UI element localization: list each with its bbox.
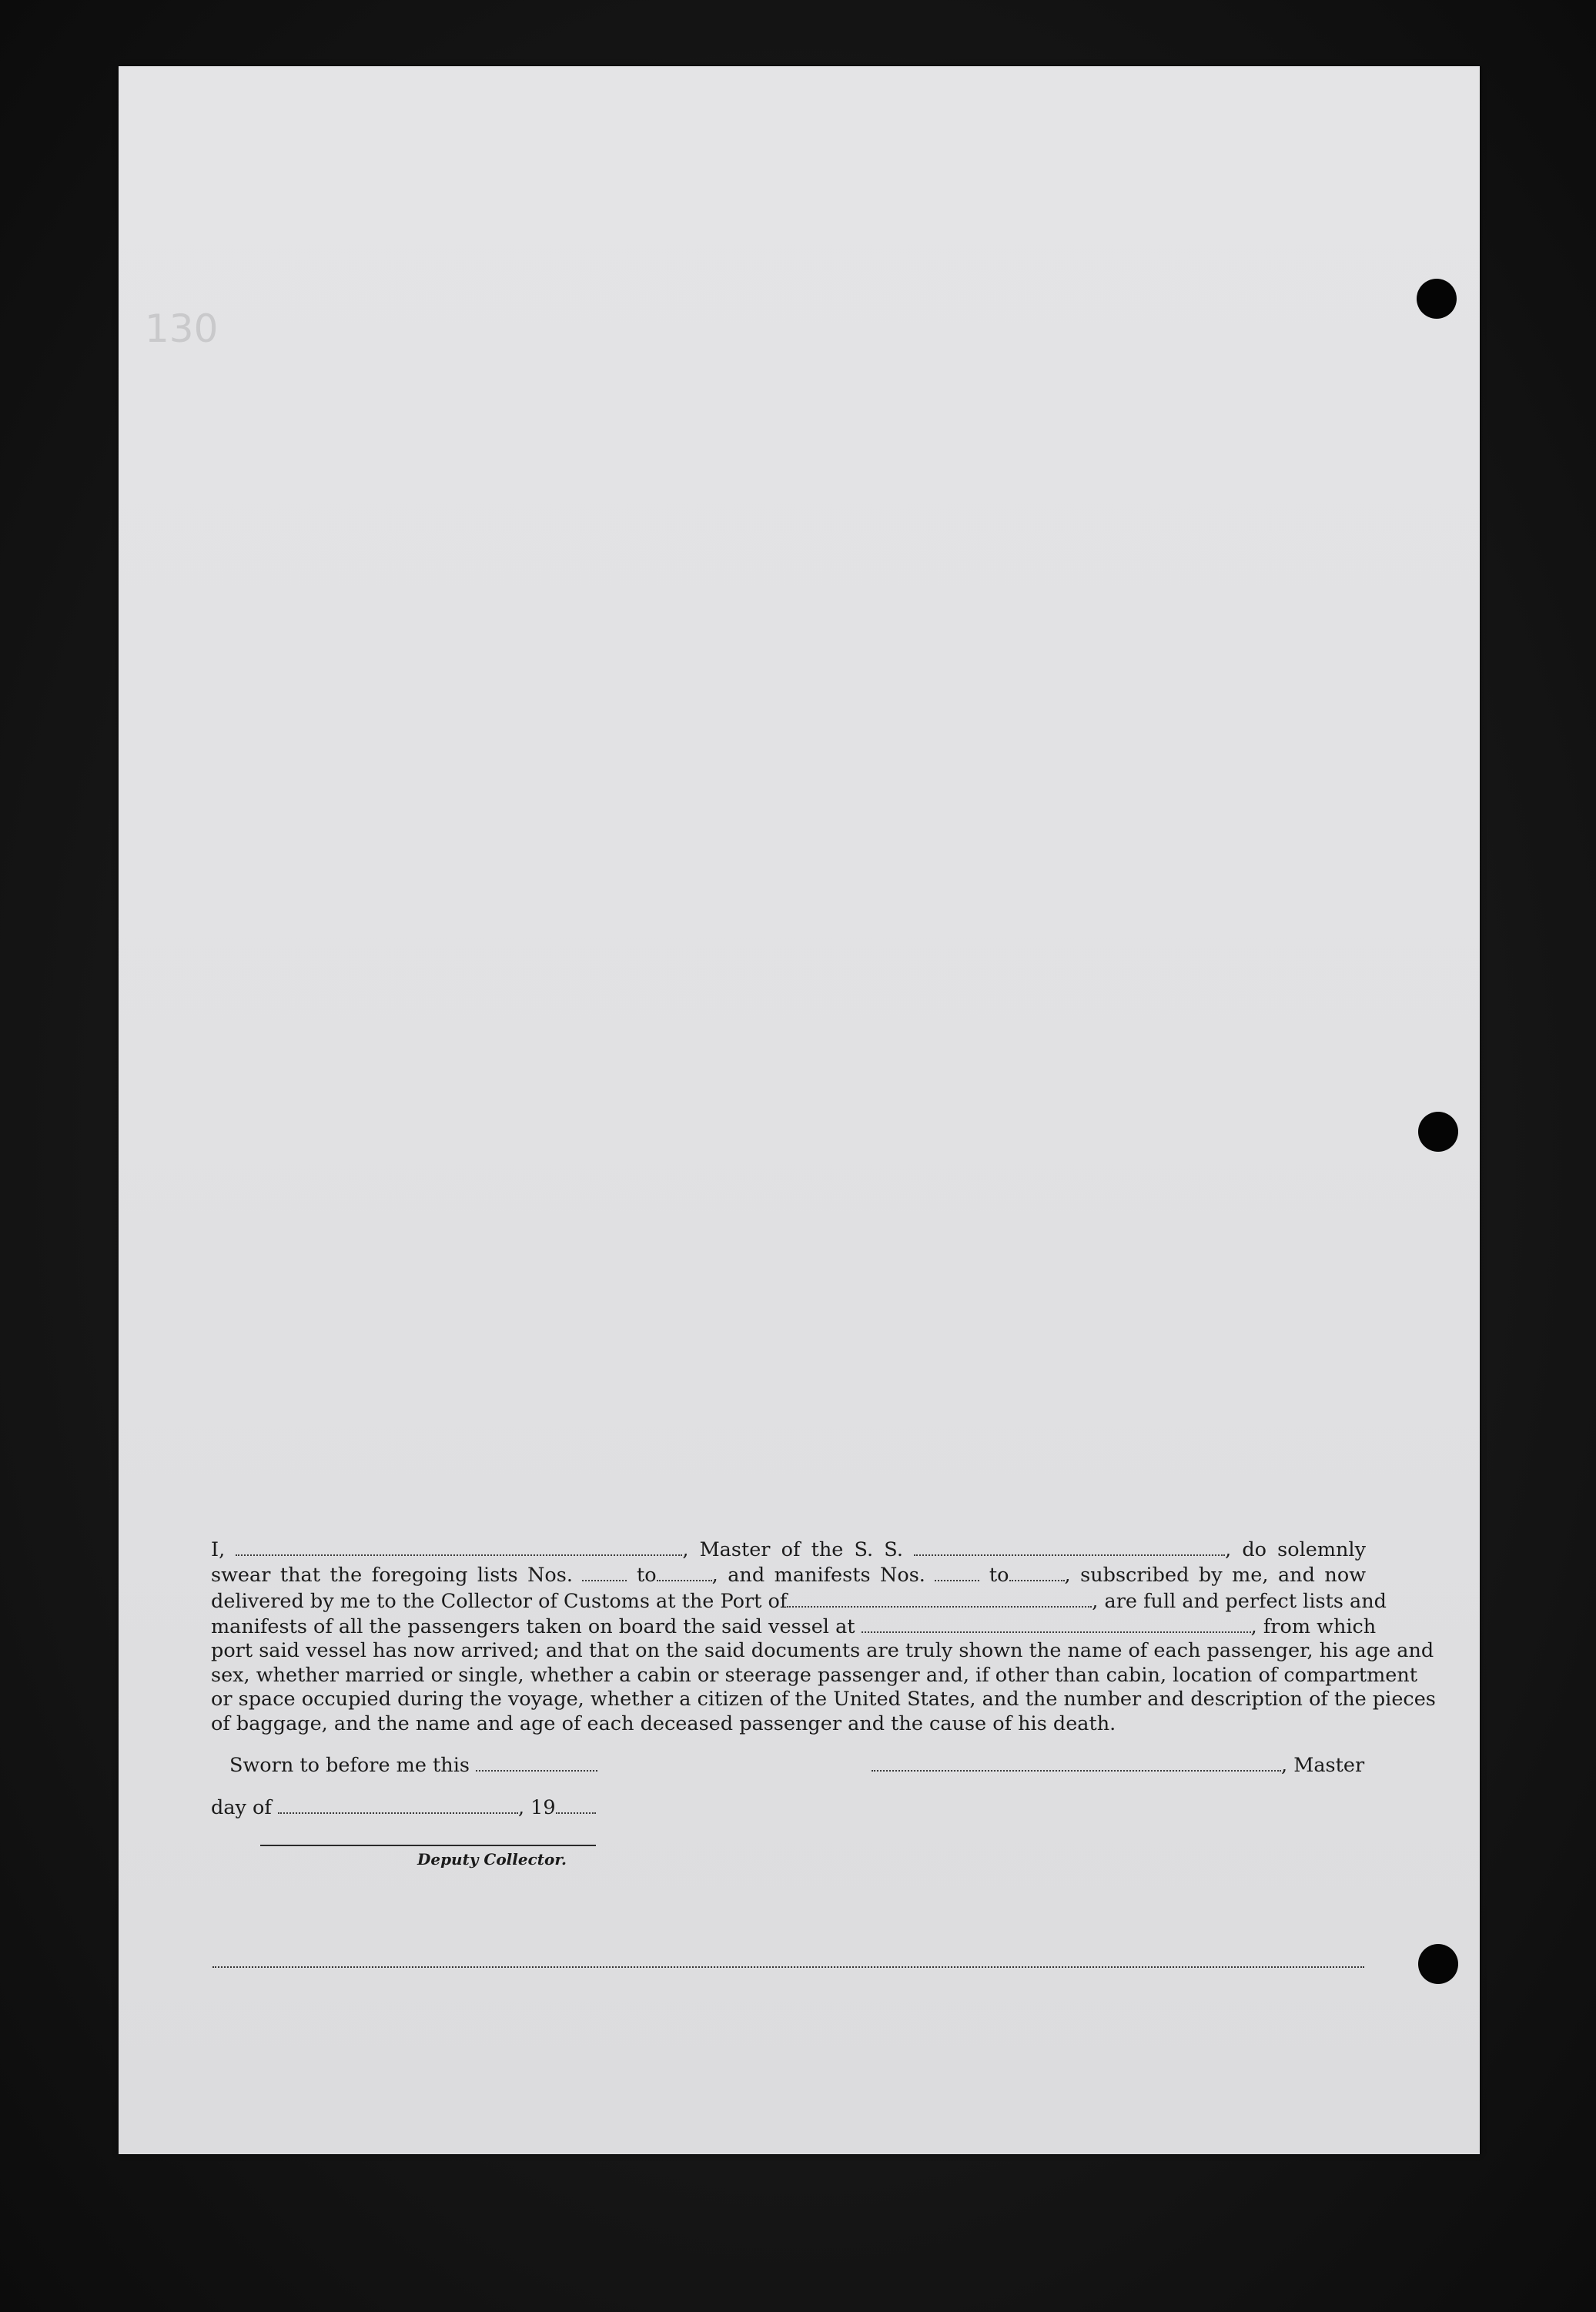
blank-month[interactable] xyxy=(278,1795,518,1814)
master-signature-row xyxy=(872,1752,1364,1777)
oath-line-6: sex, whether married or single, whether a cabin or steerage passenger and, if other than cabin, location of compartment xyxy=(211,1663,1418,1687)
oath-line-2: swear that the foregoing lists Nos. to , and manifests Nos. to , subscribed by me, and now xyxy=(211,1564,1367,1588)
day-of-row xyxy=(211,1795,596,1819)
oath-paragraph xyxy=(211,1537,1436,1736)
oath-line-4: manifests of all the passengers taken on board the said vessel at , from which xyxy=(211,1614,1377,1638)
sworn-before-row xyxy=(229,1752,597,1777)
sworn-label: Sworn to before me this xyxy=(229,1753,470,1777)
blank-port-of-departure[interactable] xyxy=(862,1614,1251,1633)
document-page xyxy=(119,66,1480,2154)
year-label: , 19 xyxy=(517,1795,556,1819)
master-label: , Master xyxy=(1281,1753,1365,1777)
bottom-dotted-rule xyxy=(212,1966,1364,1968)
punch-hole-top xyxy=(1417,279,1457,319)
blank-port-of-arrival[interactable] xyxy=(787,1588,1092,1608)
blank-master-name[interactable] xyxy=(236,1537,682,1556)
punch-hole-bottom xyxy=(1418,1944,1458,1984)
day-of-label: day of xyxy=(211,1795,272,1819)
oath-line-8: of baggage, and the name and age of each deceased passenger and the cause of his death. xyxy=(211,1711,1116,1735)
oath-line-1: I, , Master of the S. S. , do solemnly xyxy=(211,1537,1366,1561)
punch-hole-middle xyxy=(1418,1112,1458,1152)
blank-sworn-day[interactable] xyxy=(476,1752,597,1772)
blank-manifest-from[interactable] xyxy=(935,1562,979,1581)
oath-line-3: delivered by me to the Collector of Customs at the Port of , are full and perfect lists and xyxy=(211,1589,1387,1613)
blank-ship-name[interactable] xyxy=(914,1537,1225,1556)
oath-line-5: port said vessel has now arrived; and that on the said documents are truly shown the name of each passenger, his age and xyxy=(211,1639,1434,1663)
faint-page-number: 130 xyxy=(145,306,219,351)
blank-manifest-to[interactable] xyxy=(1009,1562,1065,1581)
deputy-signature-line[interactable] xyxy=(260,1845,596,1846)
deputy-collector-label: Deputy Collector. xyxy=(417,1850,567,1869)
blank-list-from[interactable] xyxy=(582,1562,627,1581)
blank-list-to[interactable] xyxy=(657,1562,712,1581)
blank-year[interactable] xyxy=(556,1795,596,1814)
oath-line-7: or space occupied during the voyage, whether a citizen of the United States, and the number and description of the pieces xyxy=(211,1688,1436,1711)
blank-master-signature[interactable] xyxy=(872,1752,1281,1772)
